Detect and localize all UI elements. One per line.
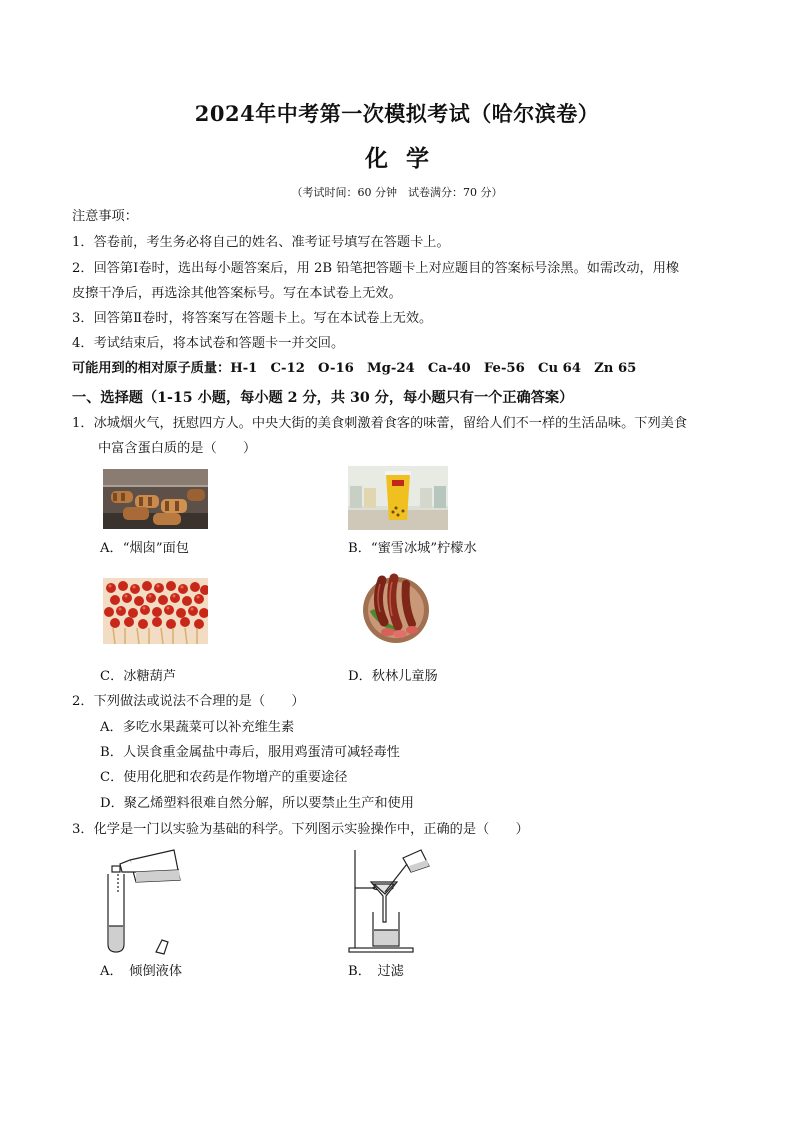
pouring-liquid-diagram <box>100 846 190 956</box>
chimney-bread-image <box>103 469 208 529</box>
note-item: 3．回答第Ⅱ卷时，将答案写在答题卡上。写在本试卷上无效。 <box>72 311 433 326</box>
question-2-option-b: B．人误食重金属盐中毒后，服用鸡蛋清可减轻毒性 <box>100 745 400 760</box>
question-2-option-a: A．多吃水果蔬菜可以补充维生素 <box>100 720 295 735</box>
question-1-option-a: A．“烟囱”面包 <box>100 541 189 556</box>
exam-time-info: （考试时间：60 分钟 试卷满分：70 分） <box>291 186 503 199</box>
note-item: 皮擦干净后，再选涂其他答案标号。写在本试卷上无效。 <box>72 286 402 301</box>
note-item: 2．回答第Ⅰ卷时，选出每小题答案后，用 2B 铅笔把答题卡上对应题目的答案标号涂黑。如需改动，用橡 <box>72 261 680 276</box>
question-2-option-d: D．聚乙烯塑料很难自然分解，所以要禁止生产和使用 <box>100 796 414 811</box>
atomic-mass-line: 可能用到的相对原子质量：H-1 C-12 O-16 Mg-24 Ca-40 Fe-56 Cu 64 Zn 65 <box>72 361 637 376</box>
page-title: 2024年中考第一次模拟考试（哈尔滨卷） <box>194 101 600 126</box>
question-3-option-a: A． 倾倒液体 <box>100 964 183 979</box>
note-item: 1．答卷前，考生务必将自己的姓名、准考证号填写在答题卡上。 <box>72 235 450 250</box>
question-2-option-c: C．使用化肥和农药是作物增产的重要途径 <box>100 770 348 785</box>
question-1-option-b: B．“蜜雪冰城”柠檬水 <box>348 541 477 556</box>
section-heading: 一、选择题（1-15 小题，每小题 2 分，共 30 分，每小题只有一个正确答案） <box>72 390 574 406</box>
notes-heading: 注意事项： <box>72 209 138 224</box>
lemonade-cup-image <box>348 466 448 530</box>
question-3-option-b: B． 过滤 <box>348 964 404 979</box>
question-1-option-c: C．冰糖葫芦 <box>100 669 177 684</box>
subject-title: 化学 <box>365 145 447 172</box>
question-1-stem-cont: 中富含蛋白质的是（ ） <box>98 441 257 456</box>
candied-haws-image <box>103 578 208 644</box>
filtration-diagram <box>345 846 435 956</box>
question-1-option-d: D．秋林儿童肠 <box>348 669 438 684</box>
question-2-stem: 2．下列做法或说法不合理的是（ ） <box>72 694 305 709</box>
sausage-plate-image <box>360 572 432 644</box>
question-1-stem: 1．冰城烟火气，抚慰四方人。中央大街的美食刺激着食客的味蕾，留给人们不一样的生活品味。下列美食 <box>72 416 688 431</box>
note-item: 4．考试结束后，将本试卷和答题卡一并交回。 <box>72 336 345 351</box>
question-3-stem: 3．化学是一门以实验为基础的科学。下列图示实验操作中，正确的是（ ） <box>72 822 529 837</box>
